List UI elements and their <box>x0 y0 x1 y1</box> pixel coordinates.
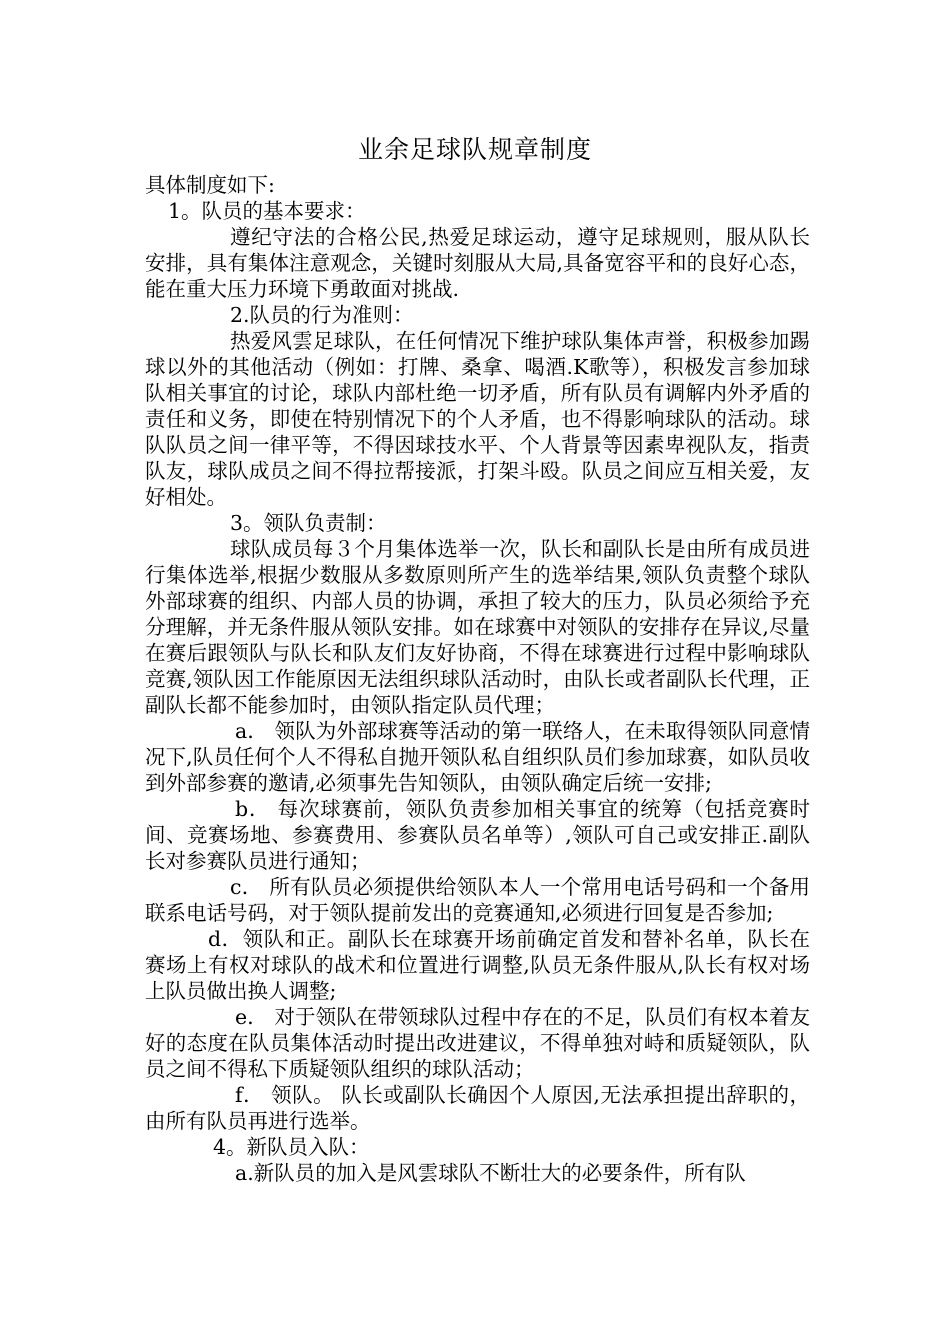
section-3-item-e: e． 对于领队在带领球队过程中存在的不足，队员们有权本着友好的态度在队员集体活动时提出改进建议，不得单独对峙和质疑领队，队员之间不得私下质疑领队组织的球队活动； <box>145 1005 810 1081</box>
section-3-body: 球队成员每３个月集体选举一次，队长和副队长是由所有成员进行集体选举,根据少数服从多数原则所产生的选举结果,领队负责整个球队外部球赛的组织、内部人员的协调，承担了较大的压力，队员必须给予充分理解，并无条件服从领队安排。如在球赛中对领队的安排存在异议,尽量在赛后跟领队与队长和队友们友好协商，不得在球赛进行过程中影响球队竞赛,领队因工作能原因无法组织球队活动时，由队长或者副队长代理，正副队长都不能参加时，由领队指定队员代理； <box>145 537 810 717</box>
section-2-heading: 2.队员的行为准则： <box>230 303 414 327</box>
section-1-body: 遵纪守法的合格公民,热爱足球运动，遵守足球规则，服从队长安排，具有集体注意观念，关键时刻服从大局,具备宽容平和的良好心态，能在重大压力环境下勇敢面对挑战. <box>145 225 810 301</box>
section-4-item-a: a.新队员的加入是风雲球队不断壮大的必要条件，所有队 <box>235 1161 746 1185</box>
section-3-heading: 3。领队负责制： <box>230 511 387 535</box>
section-3-item-c: c． 所有队员必须提供给领队本人一个常用电话号码和一个备用联系电话号码，对于领队提前发出的竞赛通知,必须进行回复是否参加; <box>145 875 810 925</box>
document-body <box>145 172 810 1186</box>
section-1-heading: 1。队员的基本要求： <box>168 199 366 223</box>
section-4-heading: 4。新队员入队： <box>213 1135 370 1159</box>
section-3-item-b: b． 每次球赛前，领队负责参加相关事宜的统筹（包括竞赛时间、竞赛场地、参赛费用、参赛队员名单等）,领队可自己或安排正.副队长对参赛队员进行通知； <box>145 797 810 873</box>
intro-paragraph: 具体制度如下: <box>145 173 275 197</box>
section-3-item-f: f． 领队。 队长或副队长确因个人原因,无法承担提出辞职的，由所有队员再进行选举。 <box>145 1083 810 1133</box>
section-2-body: 热爱风雲足球队，在任何情况下维护球队集体声誉，积极参加踢球以外的其他活动（例如：打牌、桑拿、喝酒.K歌等），积极发言参加球队相关事宜的讨论，球队内部杜绝一切矛盾，所有队员有调解内外矛盾的责任和义务，即使在特别情况下的个人矛盾，也不得影响球队的活动。球队队员之间一律平等，不得因球技水平、个人背景等因素卑视队友，指责队友，球队成员之间不得拉帮接派，打架斗殴。队员之间应互相关爱，友好相处。 <box>145 329 810 509</box>
section-3-item-d: d．领队和正。副队长在球赛开场前确定首发和替补名单，队长在赛场上有权对球队的战术和位置进行调整,队员无条件服从,队长有权对场上队员做出换人调整; <box>145 927 810 1003</box>
section-3-item-a: a． 领队为外部球赛等活动的第一联络人，在未取得领队同意情况下,队员任何个人不得私自抛开领队私自组织队员们参加球赛，如队员收到外部参赛的邀请,必须事先告知领队，由领队确定后统一安排; <box>145 719 810 795</box>
document-title: 业余足球队规章制度 <box>357 135 592 164</box>
